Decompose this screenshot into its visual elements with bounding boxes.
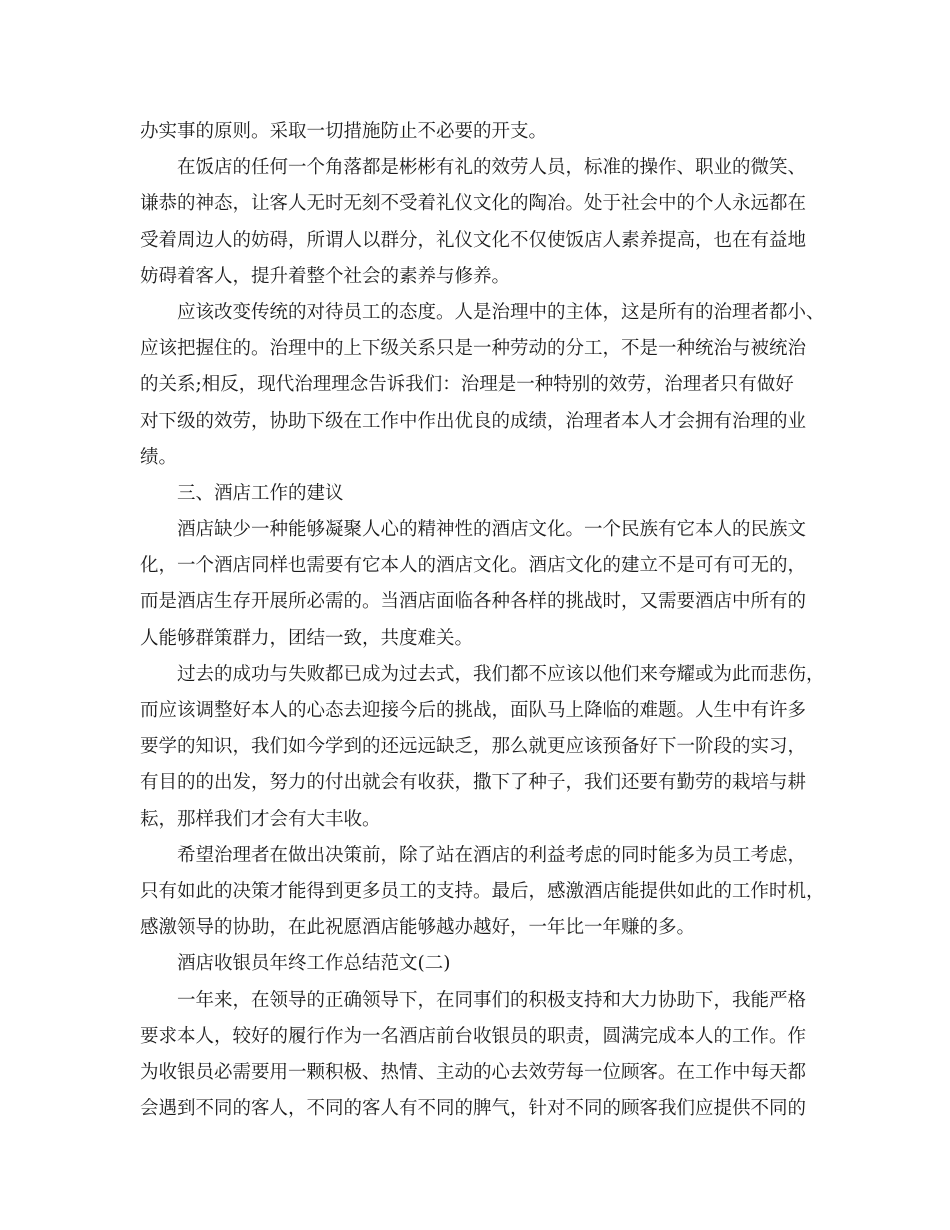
paragraph-first-line: 三、酒店工作的建议 (177, 482, 344, 504)
paragraph-line: 而是酒店生存开展所必需的。当酒店面临各种各样的挑战时，又需要酒店中所有的 (140, 591, 807, 613)
paragraph-line: 耘，那样我们才会有大丰收。 (140, 808, 381, 830)
paragraph-line: 办实事的原则。采取一切措施防止不必要的开支。 (140, 121, 548, 142)
paragraph-line: 要学的知识，我们如今学到的还远远缺乏，那么就更应该预备好下一阶段的实习， (140, 736, 807, 758)
paragraph-line: 谦恭的神态，让客人无时无刻不受着礼仪文化的陶冶。处于社会中的个人永远都在 (140, 193, 807, 215)
paragraph-line: 的关系;相反，现代治理理念告诉我们：治理是一种特别的效劳，治理者只有做好 (140, 374, 794, 396)
paragraph-line: 而应该调整好本人的心态去迎接今后的挑战，面队马上降临的难题。人生中有许多 (140, 700, 807, 721)
paragraph-line: 化，一个酒店同样也需要有它本人的酒店文化。酒店文化的建立不是可有可无的， (140, 555, 807, 577)
paragraph-first-line: 酒店缺少一种能够凝聚人心的精神性的酒店文化。一个民族有它本人的民族文 (177, 519, 807, 541)
paragraph-line: 绩。 (140, 446, 178, 468)
paragraph-line: 感激领导的协助，在此祝愿酒店能够越办越好，一年比一年赚的多。 (140, 917, 696, 939)
paragraph-line: 为收银员必需要用一颗积极、热情、主动的心去效劳每一位顾客。在工作中每天都 (140, 1061, 807, 1083)
paragraph-line: 受着周边人的妨碍，所谓人以群分，礼仪文化不仅使饭店人素养提高，也在有益地 (140, 229, 807, 251)
paragraph-first-line: 过去的成功与失败都已成为过去式，我们都不应该以他们来夸耀或为此而悲伤， (177, 663, 825, 685)
paragraph-line: 有目的的出发，努力的付出就会有收获，撒下了种子，我们还要有勤劳的栽培与耕 (140, 772, 807, 794)
paragraph-line: 会遇到不同的客人，不同的客人有不同的脾气，针对不同的顾客我们应提供不同的 (140, 1098, 807, 1120)
paragraph-first-line: 在饭店的任何一个角落都是彬彬有礼的效劳人员，标准的操作、职业的微笑、 (177, 157, 807, 179)
paragraph-first-line: 希望治理者在做出决策前，除了站在酒店的利益考虑的同时能多为员工考虑， (177, 844, 807, 866)
paragraph-first-line: 酒店收银员年终工作总结范文(二) (177, 953, 451, 975)
paragraph-line: 只有如此的决策才能得到更多员工的支持。最后，感激酒店能提供如此的工作时机， (140, 880, 825, 902)
paragraph-line: 要求本人，较好的履行作为一名酒店前台收银员的职责，圆满完成本人的工作。作 (140, 1025, 807, 1047)
paragraph-line: 妨碍着客人，提升着整个社会的素养与修养。 (140, 265, 511, 287)
paragraph-first-line: 一年来，在领导的正确领导下，在同事们的积极支持和大力协助下，我能严格 (177, 989, 807, 1011)
document-body (140, 114, 825, 1127)
paragraph-first-line: 应该改变传统的对待员工的态度。人是治理中的主体，这是所有的治理者都小、 (177, 301, 825, 323)
paragraph-line: 对下级的效劳，协助下级在工作中作出优良的成绩，治理者本人才会拥有治理的业 (140, 410, 807, 432)
paragraph-line: 应该把握住的。治理中的上下级关系只是一种劳动的分工，不是一种统治与被统治 (140, 338, 807, 360)
paragraph-line: 人能够群策群力，团结一致，共度难关。 (140, 627, 474, 649)
